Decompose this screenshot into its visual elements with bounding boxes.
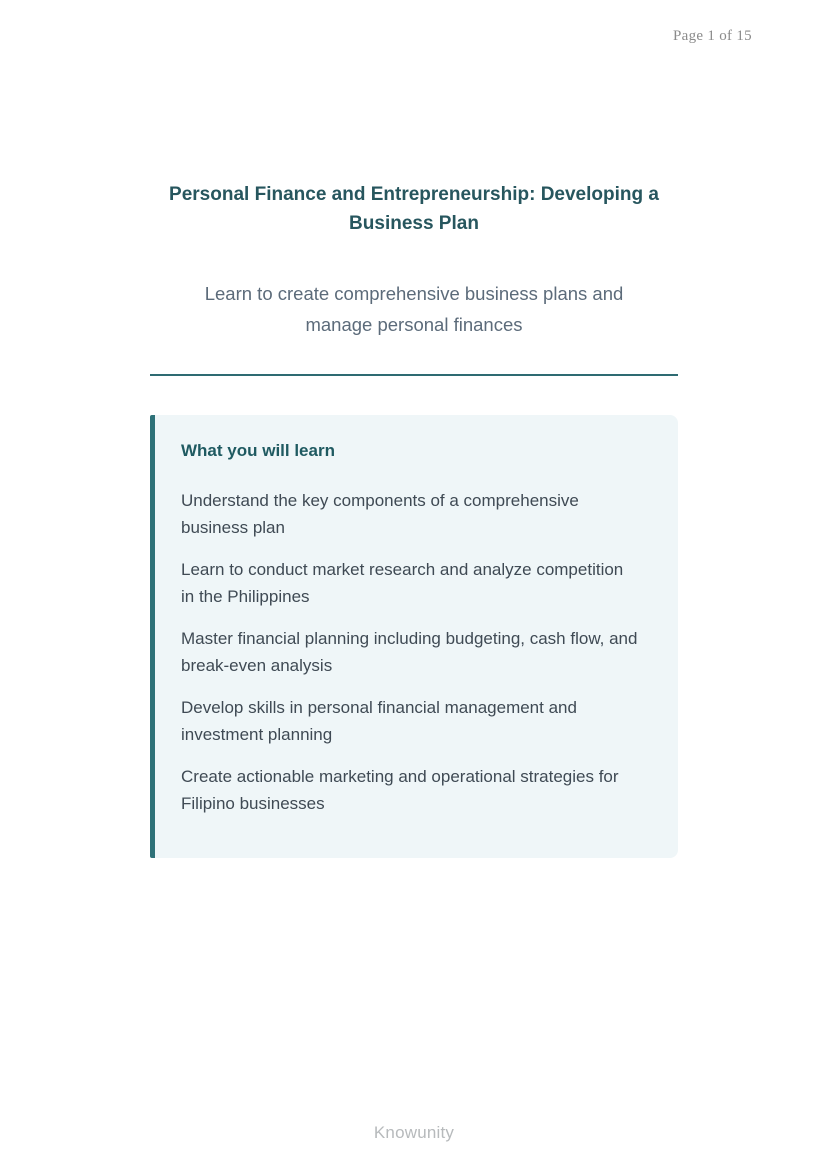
learn-box-heading: What you will learn [181,441,335,460]
learn-item: Develop skills in personal financial management and investment planning [181,698,577,744]
page-number-indicator: Page 1 of 15 [672,28,752,44]
footer-brand-label: Knowunity [373,1123,455,1142]
learn-item: Learn to conduct market research and analyze competition in the Philippines [181,560,624,606]
document-title: Personal Finance and Entrepreneurship: Developing a Business Plan [169,184,659,234]
learn-item: Create actionable marketing and operational strategies for Filipino businesses [181,767,619,813]
learn-item: Understand the key components of a comprehensive business plan [181,491,579,537]
learn-item: Master financial planning including budgeting, cash flow, and break-even analysis [181,629,638,675]
document-header [150,180,678,340]
horizontal-divider [150,374,678,376]
what-you-will-learn-box [150,415,678,858]
document-subtitle: Learn to create comprehensive business plans and manage personal finances [204,283,624,335]
